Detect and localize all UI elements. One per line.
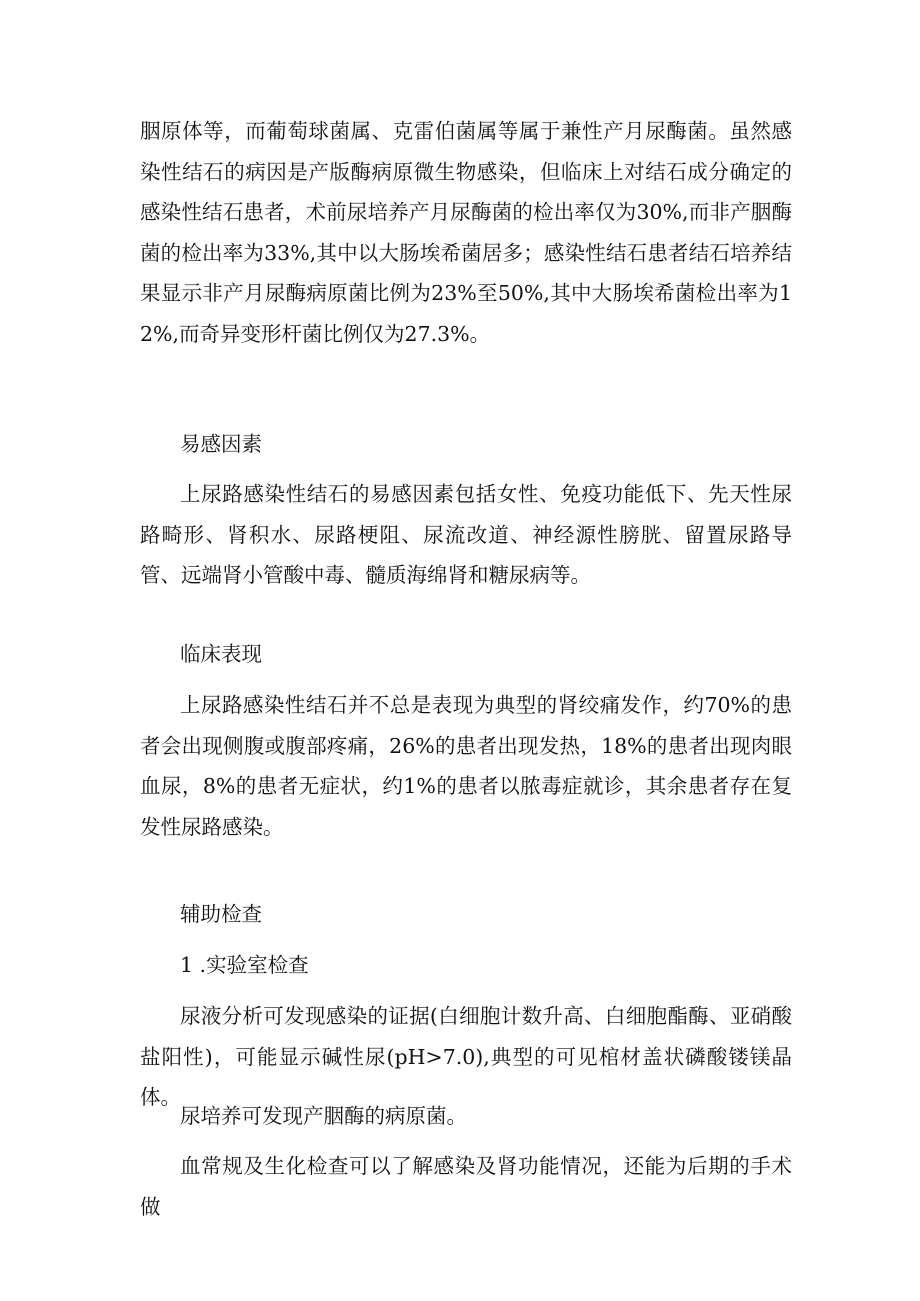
paragraph-urinalysis: 尿液分析可发现感染的证据(白细胞计数升高、白细胞酯酶、亚硝酸盐阳性)，可能显示碱性尿(pH>7.0),典型的可见棺材盖状磷酸镂镁晶体。 [140, 1004, 792, 1109]
paragraph-urine-culture: 尿培养可发现产胭酶的病原菌。 [180, 1104, 467, 1128]
paragraph-pathogens: 胭原体等，而葡萄球菌属、克雷伯菌属等属于兼性产月尿酶菌。虽然感染性结石的病因是产版酶病原微生物感染，但临床上对结石成分确定的感染性结石患者，术前尿培养产月尿酶菌的检出率仅为30%,而非产胭酶菌的检出率为33%,其中以大肠埃希菌居多；感染性结石患者结石培养结果显示非产月尿酶病原菌比例为23%至50%,其中大肠埃希菌检出率为12%,而奇异变形杆菌比例仅为27.3%。 [140, 119, 792, 346]
section-heading-clinical: 临床表现 [180, 642, 262, 666]
section-heading-risk-factors: 易感因素 [180, 432, 262, 456]
paragraph-blood-tests: 血常规及生化检查可以了解感染及肾功能情况，还能为后期的手术做 [140, 1154, 792, 1219]
paragraph-clinical: 上尿路感染性结石并不总是表现为典型的肾绞痛发作，约70%的患者会出现侧腹或腹部疼痛，26%的患者出现发热，18%的患者出现肉眼血尿，8%的患者无症状，约1%的患者以脓毒症就诊，其余患者存在复发性尿路感染。 [140, 693, 792, 839]
section-heading-auxiliary-exams: 辅助检查 [180, 902, 262, 926]
paragraph-risk-factors: 上尿路感染性结石的易感因素包括女性、免疫功能低下、先天性尿路畸形、肾积水、尿路梗阻、尿流改道、神经源性膀胱、留置尿路导管、远端肾小管酸中毒、髓质海绵肾和糖尿病等。 [140, 482, 792, 587]
subsection-heading-lab-tests: 1 .实验室检查 [180, 953, 309, 977]
